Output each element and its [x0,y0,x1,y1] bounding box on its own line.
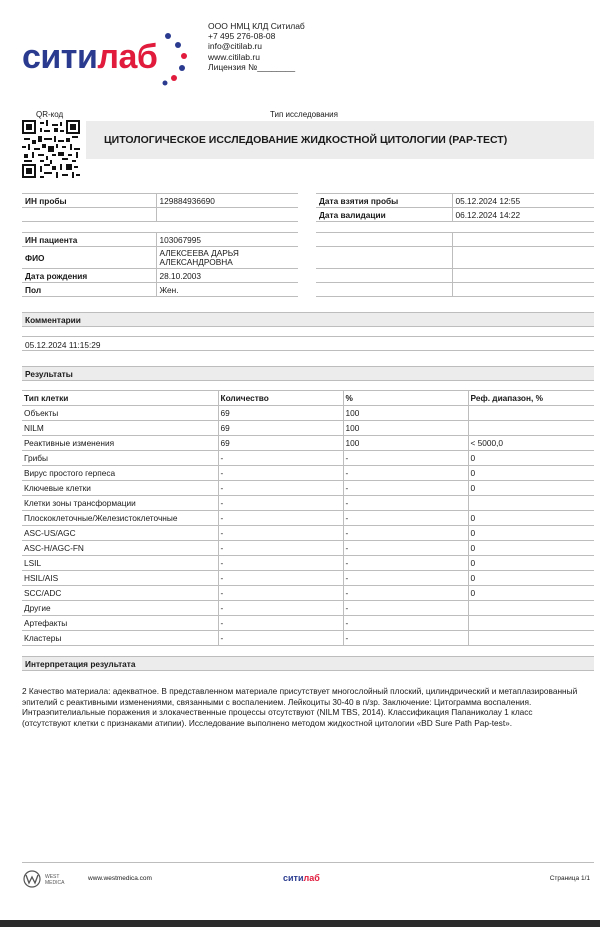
table-row [22,631,594,646]
cell-cell-type: Плоскоклеточные/Железистоклеточные [22,511,218,526]
cell-percent: - [343,601,468,616]
cell-cell-type: Артефакты [22,616,218,631]
westmedica-logo [22,869,82,889]
cell-cell-type: LSIL [22,556,218,571]
patient-sex-label: Пол [22,283,156,297]
cell-count: - [218,496,343,511]
patient-name-label: ФИО [22,247,156,269]
cell-cell-type: ASC-US/AGC [22,526,218,541]
sample-table-right [316,193,594,222]
wm-text-1: WEST [45,874,60,880]
cell-percent: 100 [343,406,468,421]
cell-ref-range: 0 [468,451,594,466]
cell-ref-range: 0 [468,526,594,541]
cell-percent: - [343,586,468,601]
comments-header: Комментарии [22,312,594,327]
cell-count: - [218,526,343,541]
cell-ref-range: 0 [468,571,594,586]
table-row [22,451,594,466]
study-title: ЦИТОЛОГИЧЕСКОЕ ИССЛЕДОВАНИЕ ЖИДКОСТНОЙ ЦИТОЛОГИИ (PAP-ТЕСТ) [86,121,594,159]
footer-logo-part-2: лаб [303,873,320,883]
table-row [22,571,594,586]
cell-percent: - [343,511,468,526]
qr-code-icon [22,120,80,178]
table-row [22,601,594,616]
column-header-count: Количество [218,391,343,406]
column-header-ref-range: Реф. диапазон, % [468,391,594,406]
patient-table-empty [316,232,594,297]
footer-divider [22,862,594,863]
cell-ref-range [468,616,594,631]
study-type-label: Тип исследования [270,110,338,119]
cell-percent: - [343,496,468,511]
cell-ref-range: 0 [468,481,594,496]
cell-percent: - [343,481,468,496]
cell-cell-type: Объекты [22,406,218,421]
citilab-logo [22,30,202,90]
patient-name-value [156,247,298,269]
cell-cell-type: ASC-H/AGC-FN [22,541,218,556]
table-row [22,436,594,451]
column-header-percent: % [343,391,468,406]
results-table [22,390,594,646]
cell-ref-range [468,601,594,616]
patient-id-value: 103067995 [156,233,298,247]
table-row [22,496,594,511]
cell-percent: 100 [343,421,468,436]
footer-url[interactable]: www.westmedica.com [88,875,152,882]
patient-sex-value: Жен. [156,283,298,297]
table-row [22,421,594,436]
footer-logo-part-1: сити [283,873,304,883]
table-row [22,556,594,571]
cell-percent: 100 [343,436,468,451]
cell-percent: - [343,526,468,541]
sample-validated-value: 06.12.2024 14:22 [452,208,594,222]
table-row [22,511,594,526]
cell-cell-type: Клетки зоны трансформации [22,496,218,511]
cell-ref-range [468,406,594,421]
company-email: info@citilab.ru [208,41,262,52]
cell-ref-range: 0 [468,556,594,571]
cell-cell-type: Другие [22,601,218,616]
table-row [22,541,594,556]
comment-text: 05.12.2024 11:15:29 [22,336,594,351]
qr-label: QR-код [36,110,64,119]
cell-ref-range: 0 [468,511,594,526]
cell-cell-type: NILM [22,421,218,436]
cell-percent: - [343,451,468,466]
westmedica-logo-icon [22,869,82,889]
cell-count: - [218,571,343,586]
cell-percent: - [343,571,468,586]
company-info [208,21,305,72]
sample-id-label: ИН пробы [22,194,156,208]
cell-ref-range [468,631,594,646]
company-phone: +7 495 276-08-08 [208,31,276,42]
cell-cell-type: Грибы [22,451,218,466]
cell-count: - [218,466,343,481]
company-license: Лицензия №________ [208,61,296,72]
footer-citilab-logo [283,873,320,883]
company-name: ООО НМЦ КЛД Ситилаб [208,21,305,31]
cell-percent: - [343,616,468,631]
cell-ref-range: 0 [468,466,594,481]
results-table-header [22,391,594,406]
cell-percent: - [343,541,468,556]
logo-part-1: сити [22,38,98,76]
table-row [22,526,594,541]
cell-percent: - [343,556,468,571]
cell-cell-type: Реактивные изменения [22,436,218,451]
cell-ref-range: 0 [468,541,594,556]
logo-dots-icon [162,30,202,90]
sample-id-value: 129884936690 [156,194,298,208]
cell-cell-type: Ключевые клетки [22,481,218,496]
bottom-bar [0,920,600,927]
wm-text-2: MEDICA [45,880,65,886]
table-row [22,586,594,601]
cell-count: - [218,541,343,556]
cell-percent: - [343,631,468,646]
cell-cell-type: Вирус простого герпеса [22,466,218,481]
cell-ref-range: < 5000,0 [468,436,594,451]
interpretation-header: Интерпретация результата [22,656,594,671]
sample-table-left [22,193,298,222]
cell-count: - [218,631,343,646]
company-website: www.citilab.ru [208,51,260,62]
cell-ref-range [468,421,594,436]
patient-name-line-2: АЛЕКСАНДРОВНА [159,256,233,267]
cell-count: - [218,451,343,466]
sample-taken-label: Дата взятия пробы [316,194,452,208]
sample-validated-label: Дата валидации [316,208,452,222]
table-row [22,616,594,631]
cell-cell-type: Кластеры [22,631,218,646]
table-row [22,481,594,496]
patient-dob-label: Дата рождения [22,269,156,283]
results-header: Результаты [22,366,594,381]
cell-count: - [218,481,343,496]
patient-table [22,232,298,297]
interpretation-text: 2 Качество материала: адекватное. В представленном материале присутствует многослойный плоский, цилиндрический и метаплазированный эпителий с реактивными изменениями, связанными с воспалением. Лейкоциты 30-40 в п/зр. Заключение: Цитограмма воспаления. Интраэпителиальные поражения и злокачественные процессы отсутствуют (NILM TBS, 2014). Классификация Папаниколау 1 класс (отсутствуют клетки с признаками атипии). Исследование выполнено методом жидкостной цитологии «BD Sure Path Pap-test». [22,686,578,728]
cell-ref-range: 0 [468,586,594,601]
cell-count: - [218,511,343,526]
patient-id-label: ИН пациента [22,233,156,247]
cell-cell-type: SCC/ADC [22,586,218,601]
table-row [22,466,594,481]
column-header-cell-type: Тип клетки [22,391,218,406]
table-row [22,406,594,421]
cell-count: - [218,556,343,571]
cell-count: - [218,601,343,616]
cell-count: 69 [218,436,343,451]
logo-part-2: лаб [97,38,158,76]
cell-count: 69 [218,406,343,421]
cell-ref-range [468,496,594,511]
cell-count: 69 [218,421,343,436]
cell-cell-type: HSIL/AIS [22,571,218,586]
patient-dob-value: 28.10.2003 [156,269,298,283]
sample-taken-value: 05.12.2024 12:55 [452,194,594,208]
patient-name-line-1: АЛЕКСЕЕВА ДАРЬЯ [159,247,239,258]
cell-count: - [218,586,343,601]
cell-count: - [218,616,343,631]
cell-percent: - [343,466,468,481]
page-number: Страница 1/1 [549,875,590,882]
